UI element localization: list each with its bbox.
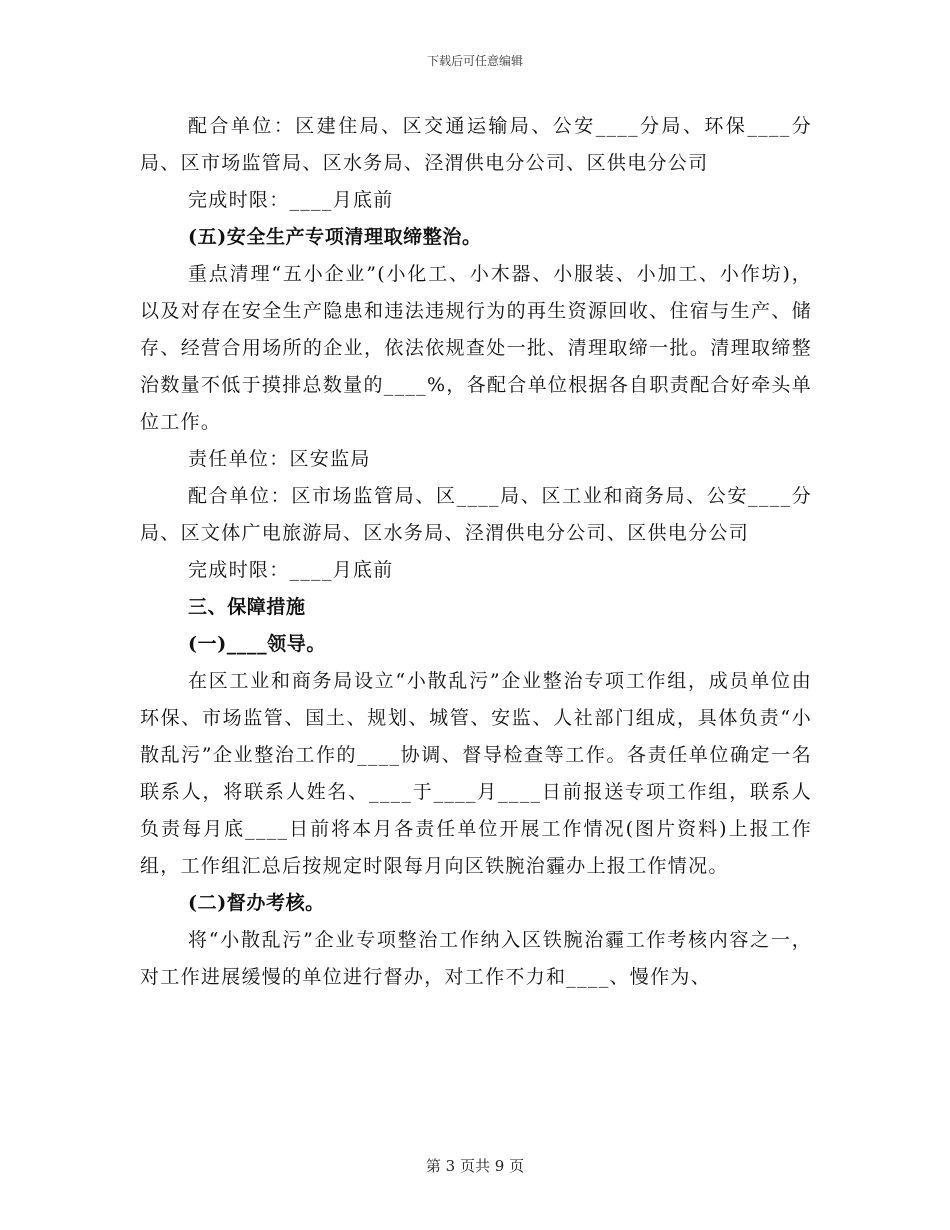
paragraph-cooperating-units-1: 配合单位：区建住局、区交通运输局、公安____分局、环保____分局、区市场监管局、区水务局、泾渭供电分公司、区供电分公司 — [140, 115, 812, 174]
paragraph-deadline-1: 完成时限：____月底前 — [188, 189, 394, 211]
paragraph-assessment: 将“小散乱污”企业专项整治工作纳入区铁腕治霾工作考核内容之一，对工作进展缓慢的单位进行督办，对工作不力和____、慢作为、 — [140, 929, 812, 988]
paragraph-cooperating-units-2: 配合单位：区市场监管局、区____局、区工业和商务局、公安____分局、区文体广电旅游局、区水务局、泾渭供电分公司、区供电分公司 — [140, 485, 812, 544]
section-heading-safeguards: 三、保障措施 — [188, 596, 306, 618]
subsection-heading-leadership: (一)____领导。 — [188, 633, 326, 655]
subsection-heading-supervision: (二)督办考核。 — [188, 892, 325, 914]
paragraph-responsible-unit: 责任单位：区安监局 — [188, 448, 371, 470]
page-footer: 第 3 页共 9 页 — [425, 1157, 525, 1175]
paragraph-deadline-2: 完成时限：____月底前 — [188, 559, 394, 581]
section-heading-5: (五)安全生产专项清理取缔整治。 — [188, 226, 482, 248]
document-body — [140, 108, 812, 996]
paragraph-working-group: 在区工业和商务局设立“小散乱污”企业整治专项工作组，成员单位由环保、市场监管、国土、规划、城管、安监、人社部门组成，具体负责“小散乱污”企业整治工作的____协调、督导检查等工作。各责任单位确定一名联系人，将联系人姓名、____于____月____日前报送专项工作组，联系人负责每月底____日前将本月各责任单位开展工作情况(图片资料)上报工作组，工作组汇总后按规定时限每月向区铁腕治霾办上报工作情况。 — [140, 670, 812, 877]
paragraph-focus-cleanup: 重点清理“五小企业”(小化工、小木器、小服装、小加工、小作坊)，以及对存在安全生产隐患和违法违规行为的再生资源回收、住宿与生产、储存、经营合用场所的企业，依法依规查处一批、清理取缔一批。清理取缔整治数量不低于摸排总数量的____%，各配合单位根据各自职责配合好牵头单位工作。 — [140, 263, 812, 433]
page-header: 下载后可任意编辑 — [426, 54, 523, 68]
